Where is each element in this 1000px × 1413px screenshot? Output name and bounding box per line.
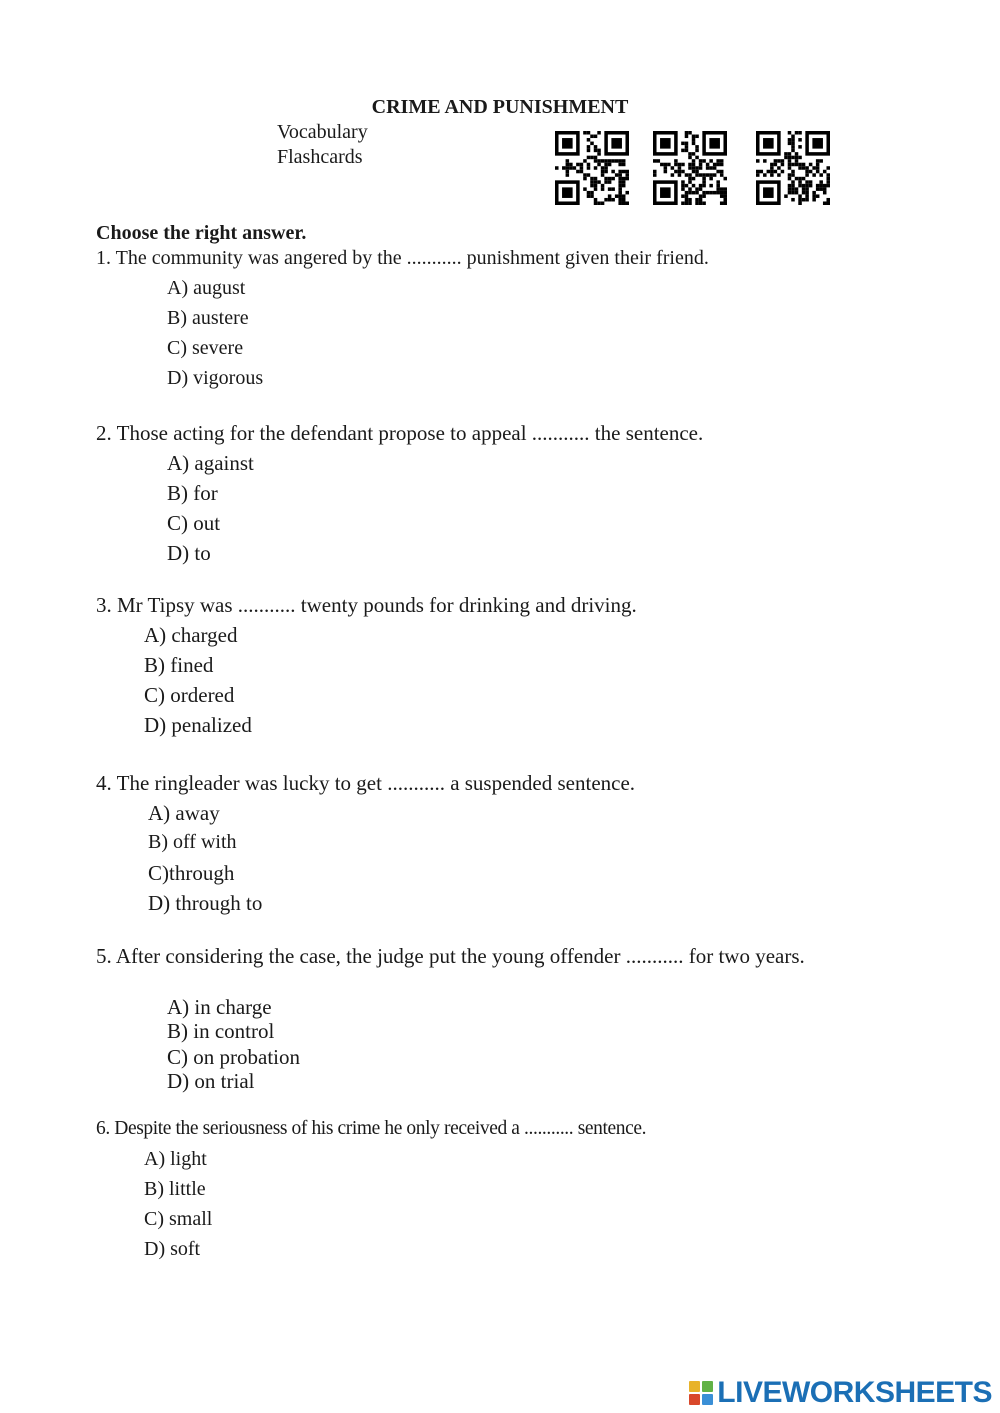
qr-code-icon[interactable] xyxy=(653,131,727,205)
q1-option-a[interactable]: A) august xyxy=(167,277,246,299)
subtitle-flashcards: Flashcards xyxy=(277,146,363,168)
q5-option-b[interactable]: B) in control xyxy=(167,1019,275,1043)
logo-tile xyxy=(702,1394,713,1405)
subtitle-vocabulary: Vocabulary xyxy=(277,121,368,143)
q3-option-a[interactable]: A) charged xyxy=(144,623,238,647)
question-6: 6. Despite the seriousness of his crime he only received a ........... sentence. xyxy=(96,1118,647,1139)
q1-option-d[interactable]: D) vigorous xyxy=(167,367,264,389)
q3-option-b[interactable]: B) fined xyxy=(144,653,214,677)
q1-option-b[interactable]: B) austere xyxy=(167,307,249,329)
q5-option-d[interactable]: D) on trial xyxy=(167,1069,255,1093)
q5-option-c[interactable]: C) on probation xyxy=(167,1045,300,1069)
q6-option-b[interactable]: B) little xyxy=(144,1178,206,1200)
q2-option-d[interactable]: D) to xyxy=(167,541,211,565)
question-4: 4. The ringleader was lucky to get ........... a suspended sentence. xyxy=(96,771,636,795)
q5-option-a[interactable]: A) in charge xyxy=(167,995,272,1019)
liveworksheets-logo[interactable] xyxy=(689,1376,992,1410)
q6-option-d[interactable]: D) soft xyxy=(144,1238,201,1260)
q4-option-a[interactable]: A) away xyxy=(148,801,220,825)
question-5: 5. After considering the case, the judge put the young offender ........... for two years. xyxy=(96,944,805,968)
q4-option-b[interactable]: B) off with xyxy=(148,831,237,853)
logo-tile xyxy=(689,1381,700,1392)
liveworksheets-logo-text: LIVEWORKSHEETS xyxy=(717,1376,992,1409)
question-3: 3. Mr Tipsy was ........... twenty pounds for drinking and driving. xyxy=(96,593,637,617)
logo-tile xyxy=(702,1381,713,1392)
question-2: 2. Those acting for the defendant propose to appeal ........... the sentence. xyxy=(96,421,704,445)
q2-option-c[interactable]: C) out xyxy=(167,511,221,535)
qr-code-icon[interactable] xyxy=(555,131,629,205)
instructions: Choose the right answer. xyxy=(96,222,307,244)
q2-option-b[interactable]: B) for xyxy=(167,481,218,505)
q2-option-a[interactable]: A) against xyxy=(167,451,254,475)
qr-code-icon[interactable] xyxy=(756,131,830,205)
q6-option-a[interactable]: A) light xyxy=(144,1148,207,1170)
q1-option-c[interactable]: C) severe xyxy=(167,337,244,359)
question-1: 1. The community was angered by the ........... punishment given their friend. xyxy=(96,247,709,269)
page-title: CRIME AND PUNISHMENT xyxy=(371,96,629,118)
liveworksheets-logo-icon xyxy=(689,1381,713,1405)
q6-option-c[interactable]: C) small xyxy=(144,1208,213,1230)
q4-option-c[interactable]: C)through xyxy=(148,861,235,885)
q3-option-d[interactable]: D) penalized xyxy=(144,713,252,737)
q3-option-c[interactable]: C) ordered xyxy=(144,683,235,707)
logo-tile xyxy=(689,1394,700,1405)
q4-option-d[interactable]: D) through to xyxy=(148,891,263,915)
